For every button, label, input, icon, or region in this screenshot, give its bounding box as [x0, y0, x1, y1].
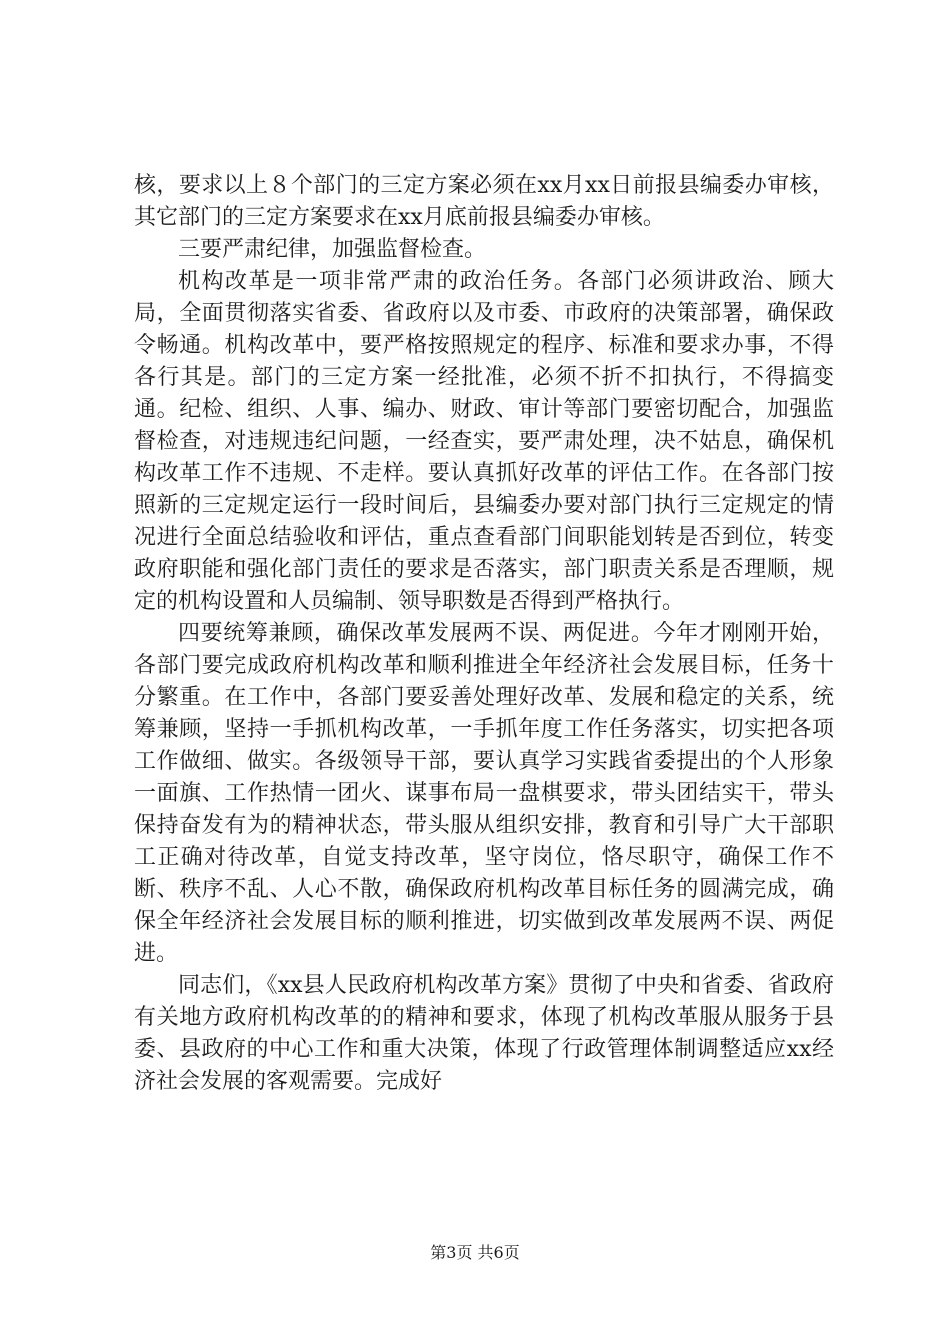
paragraph-discipline-body: 机构改革是一项非常严肃的政治任务。各部门必须讲政治、顾大局，全面贯彻落实省委、省政府以及市委、市政府的决策部署，确保政令畅通。机构改革中，要严格按照规定的程序、标准和要求办事，不得各行其是。部门的三定方案一经批准，必须不折不扣执行，不得搞变通。纪检、组织、人事、编办、财政、审计等部门要密切配合，加强监督检查，对违规违纪问题，一经查实，要严肃处理，决不姑息，确保机构改革工作不违规、不走样。要认真抓好改革的评估工作。在各部门按照新的三定规定运行一段时间后，县编委办要对部门执行三定规定的情况进行全面总结验收和评估，重点查看部门间职能划转是否到位，转变政府职能和强化部门责任的要求是否落实，部门职责关系是否理顺，规定的机构设置和人员编制、领导职数是否得到严格执行。 [134, 269, 834, 614]
document-body [134, 170, 834, 1098]
paragraph-comrades: 同志们，《xx县人民政府机构改革方案》贯彻了中央和省委、省政府有关地方政府机构改革的的精神和要求，体现了机构改革服从服务于县委、县政府的中心工作和重大决策，体现了行政管理体制调整适应xx经济社会发展的客观需要。完成好 [134, 973, 834, 1094]
paragraph-overall-planning: 四要统筹兼顾，确保改革发展两不误、两促进。今年才刚刚开始，各部门要完成政府机构改革和顺利推进全年经济社会发展目标，任务十分繁重。在工作中，各部门要妥善处理好改革、发展和稳定的关系，统筹兼顾，坚持一手抓机构改革，一手抓年度工作任务落实，切实把各项工作做细、做实。各级领导干部，要认真学习实践省委提出的个人形象一面旗、工作热情一团火、谋事布局一盘棋要求，带头团结实干，带头保持奋发有为的精神状态，带头服从组织安排，教育和引导广大干部职工正确对待改革，自觉支持改革，坚守岗位，恪尽职守，确保工作不断、秩序不乱、人心不散，确保政府机构改革目标任务的圆满完成，确保全年经济社会发展目标的顺利推进，切实做到改革发展两不误、两促进。 [134, 621, 834, 966]
paragraph-heading-discipline: 三要严肃纪律，加强监督检查。 [178, 237, 487, 262]
page-footer: 第3页 共6页 [430, 1243, 520, 1262]
paragraph-continuation: 核，要求以上８个部门的三定方案必须在xx月xx日前报县编委办审核，其它部门的三定方案要求在xx月底前报县编委办审核。 [134, 173, 834, 230]
